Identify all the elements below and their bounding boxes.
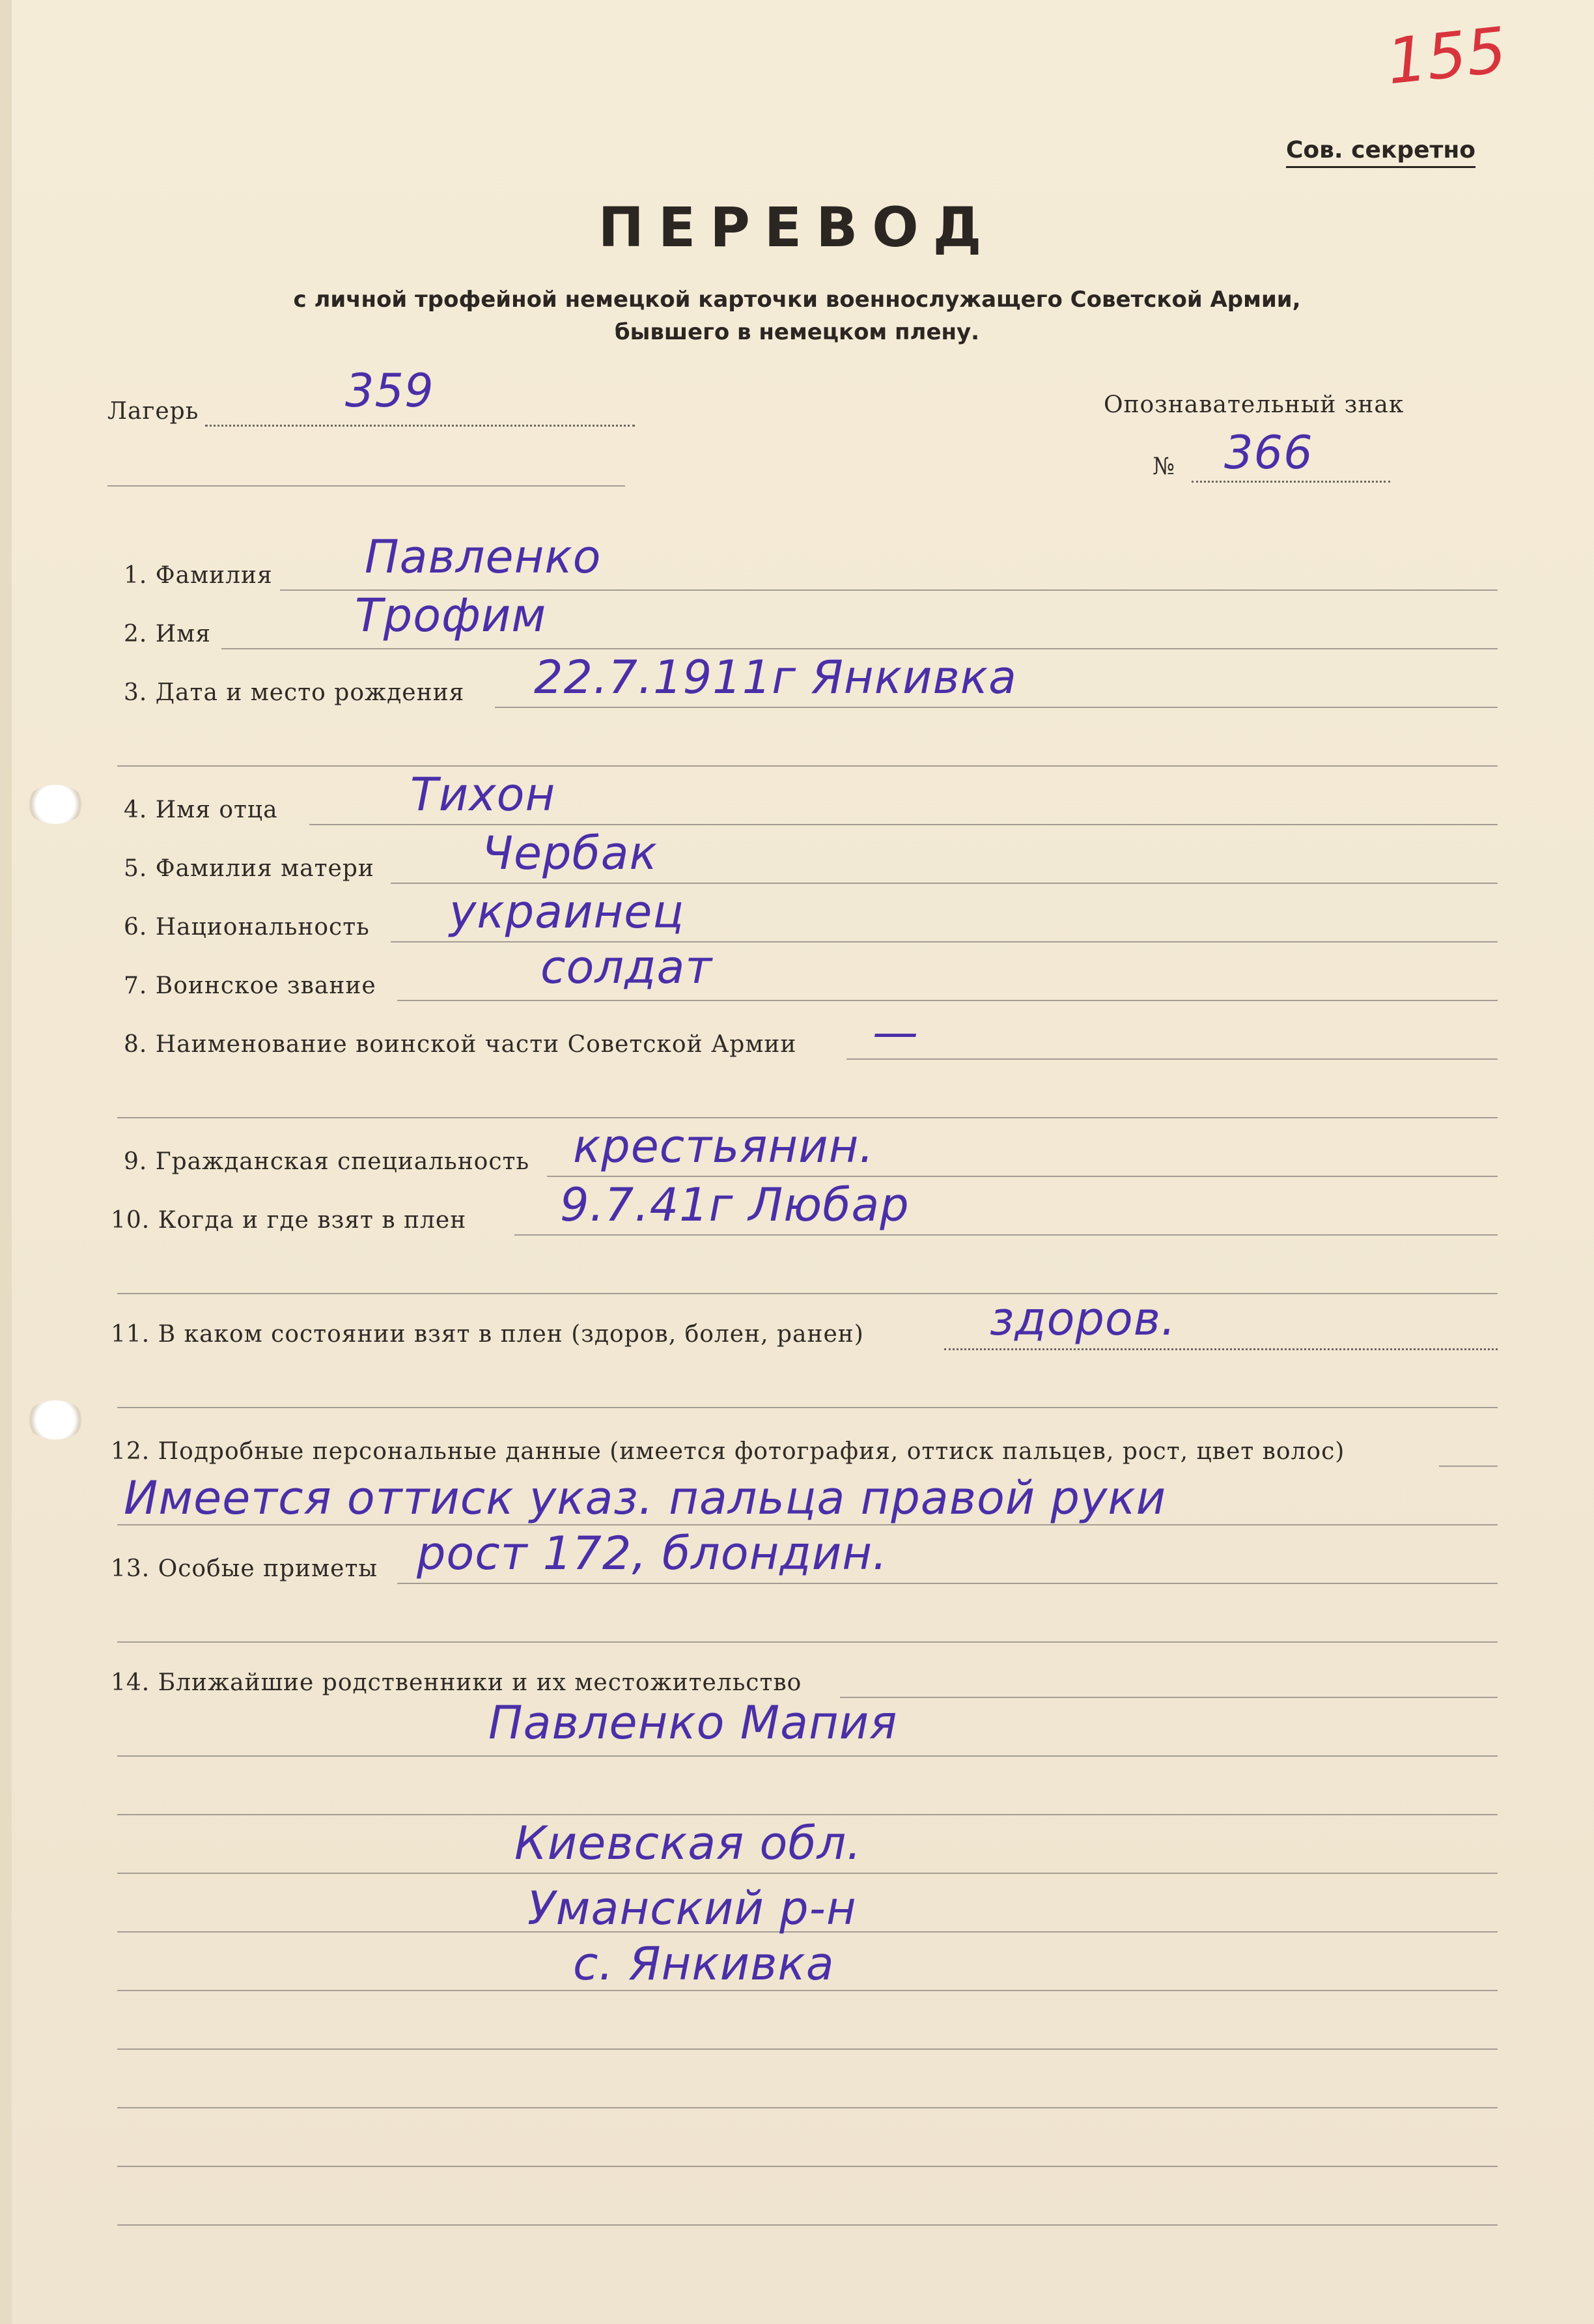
id-tag-label: Опознавательный знак [1104, 391, 1405, 418]
address-line: Киевская обл. [514, 1817, 862, 1870]
field-value-birth: 22.7.1911г Янкивка [534, 651, 1017, 704]
field-value-father: Тихон [410, 768, 556, 821]
camp-line [205, 425, 635, 427]
row-line [117, 2107, 1498, 2108]
row-line [117, 1407, 1498, 1408]
row-line [840, 1697, 1498, 1698]
row-line [397, 1583, 1498, 1584]
row-line [221, 648, 1498, 649]
row-line [495, 707, 1498, 708]
field-value-surname: Павленко [365, 530, 602, 584]
field-label-features: 13. Особые приметы [111, 1555, 378, 1582]
row-line [391, 883, 1498, 884]
row-line [117, 1755, 1498, 1757]
field-value-features: рост 172, блондин. [417, 1527, 888, 1580]
address-line: Уманский р-н [527, 1882, 857, 1935]
field-label-condition: 11. В каком состоянии взят в плен (здоров, болен, ранен) [111, 1321, 864, 1348]
row-line [514, 1234, 1498, 1236]
row-line [117, 2166, 1498, 2167]
camp-value: 359 [345, 364, 434, 418]
paper-edge [0, 0, 12, 2324]
field-value-profession: крестьянин. [573, 1120, 874, 1173]
field-label-profession: 9. Гражданская специальность [124, 1148, 530, 1175]
field-value-relatives: Павленко Мапия [488, 1696, 898, 1750]
punch-hole-top [26, 785, 85, 824]
field-value-personal-data: Имеется оттиск указ. пальца правой руки [124, 1471, 1167, 1525]
field-value-condition: здоров. [990, 1292, 1177, 1346]
address-line: с. Янкивка [573, 1937, 835, 1991]
field-label-captured: 10. Когда и где взят в плен [111, 1207, 467, 1234]
field-label-mother: 5. Фамилия матери [124, 855, 374, 882]
field-label-relatives: 14. Ближайшие родственники и их местожительство [111, 1669, 802, 1696]
row-line [117, 1117, 1498, 1118]
row-line [309, 824, 1498, 825]
field-value-mother: Чербак [482, 827, 658, 880]
field-value-unit: — [873, 1006, 919, 1059]
document-subtitle-line1: с личной трофейной немецкой карточки военнослужащего Советской Армии, [293, 287, 1301, 313]
field-value-name: Трофим [355, 589, 547, 642]
field-value-nationality: украинец [449, 885, 685, 939]
row-line [397, 1000, 1498, 1001]
camp-label: Лагерь [107, 398, 199, 425]
row-line [117, 1814, 1498, 1815]
field-label-rank: 7. Воинское звание [124, 972, 376, 999]
classification-stamp: Сов. секретно [1286, 137, 1475, 168]
id-tag-number-prefix: № [1153, 453, 1176, 480]
field-label-nationality: 6. Национальность [124, 914, 370, 941]
row-line [1439, 1466, 1498, 1467]
id-tag-value: 366 [1224, 426, 1313, 479]
punch-hole-bottom [26, 1400, 85, 1439]
row-line [944, 1348, 1498, 1350]
document-subtitle-line2: бывшего в немецком плену. [614, 319, 980, 345]
document-title: ПЕРЕВОД [598, 195, 996, 259]
field-label-name: 2. Имя [124, 621, 211, 647]
row-line [846, 1058, 1498, 1060]
field-label-personal-data: 12. Подробные персональные данные (имеется фотография, оттиск пальцев, рост, цвет волос) [111, 1438, 1345, 1465]
field-label-birth: 3. Дата и место рождения [124, 679, 465, 706]
field-value-captured: 9.7.41г Любар [560, 1178, 910, 1232]
row-line [117, 1641, 1498, 1643]
row-line [547, 1176, 1498, 1177]
row-line [117, 1293, 1498, 1294]
row-line [117, 2224, 1498, 2226]
row-line [117, 1873, 1498, 1874]
archive-number: 155 [1383, 13, 1510, 99]
row-line [117, 765, 1498, 767]
field-label-surname: 1. Фамилия [124, 562, 273, 589]
camp-line-2 [107, 485, 625, 487]
field-label-father: 4. Имя отца [124, 797, 278, 823]
row-line [117, 2048, 1498, 2050]
field-label-unit: 8. Наименование воинской части Советской Армии [124, 1031, 797, 1058]
id-tag-line [1192, 481, 1390, 483]
field-value-rank: солдат [540, 941, 713, 994]
